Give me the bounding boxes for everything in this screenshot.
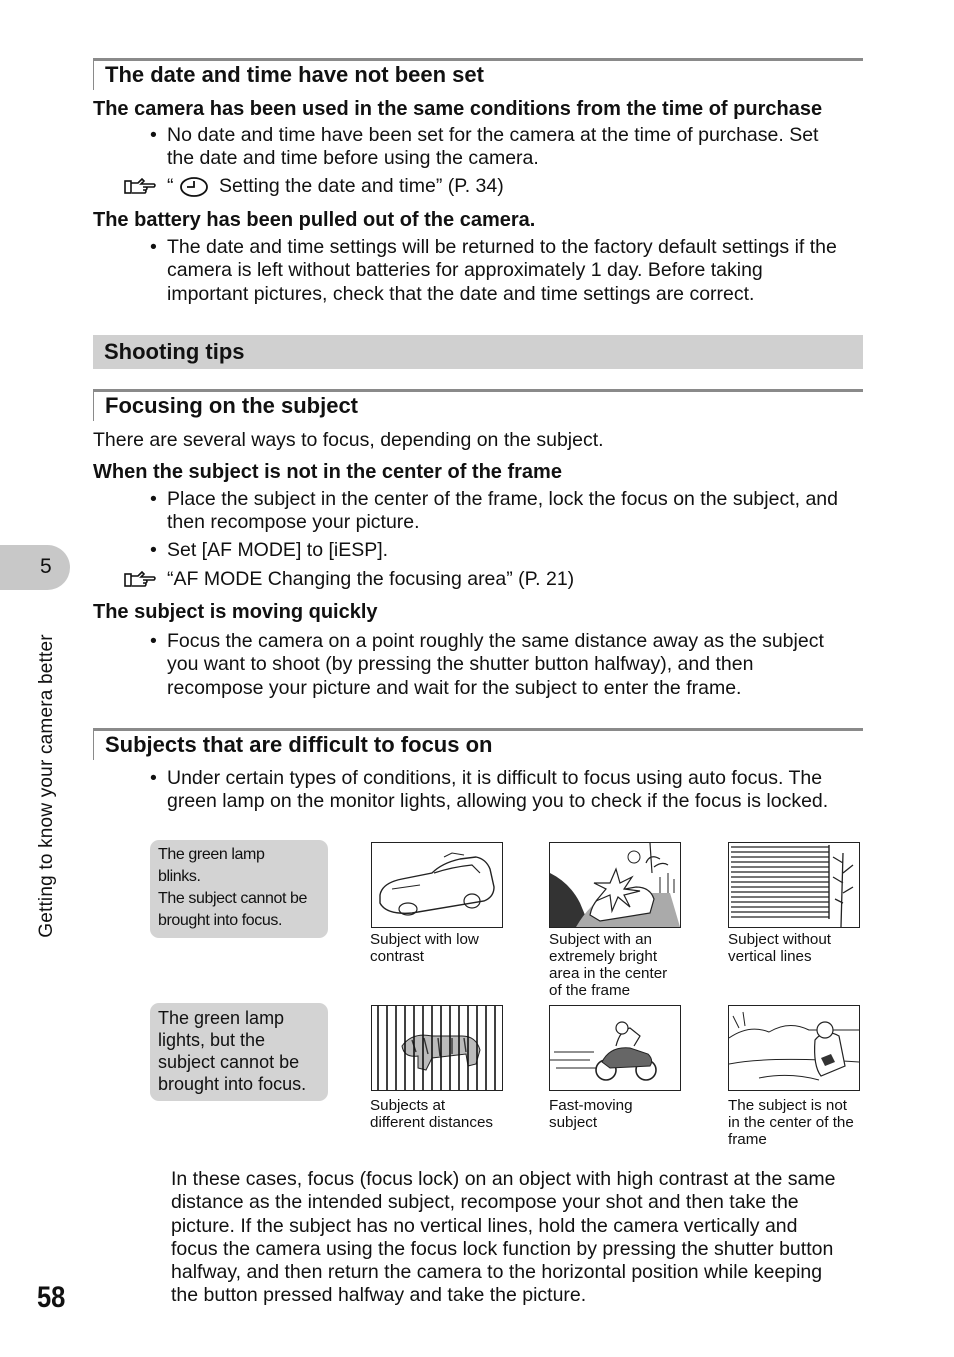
caption-distances: Subjects at different distances	[370, 1097, 493, 1131]
callout-lamp-blinks: The green lamp blinks. The subject cannot be brought into focus.	[150, 840, 328, 938]
horizontal-lines-image	[728, 842, 860, 928]
chapter-tab	[0, 545, 70, 590]
low-contrast-car-image	[371, 842, 503, 928]
intro-text: There are several ways to focus, depending on the subject.	[93, 429, 604, 451]
closing-paragraph: In these cases, focus (focus lock) on an object with high contrast at the same distance as the intended subject, recompose your shot and then take the picture. If the subject has no vertical lines, hold the camera vertically and focus the camera using the focus lock function by pressing the shutter button halfway, and then return the camera to the horizontal position while keeping the button pressed halfway and take the picture.	[171, 1168, 836, 1307]
heading-text: Subjects that are difficult to focus on	[105, 732, 493, 757]
caption-low-contrast: Subject with low contrast	[370, 931, 479, 965]
section-heading-focusing	[93, 389, 863, 421]
heading-text: Focusing on the subject	[105, 393, 359, 418]
pointing-hand-icon	[124, 177, 158, 197]
cause-heading-purchase: The camera has been used in the same conditions from the time of purchase	[93, 98, 823, 120]
pointing-hand-icon	[124, 570, 158, 590]
heading-text: The date and time have not been set	[105, 62, 484, 87]
section-heading-difficult-subjects	[93, 728, 863, 760]
case-heading-off-center: When the subject is not in the center of the frame	[93, 461, 562, 483]
tiger-behind-bars-image	[371, 1005, 503, 1091]
section-band-shooting-tips: Shooting tips	[93, 335, 863, 369]
page-number: 58	[37, 1281, 66, 1314]
motorcycle-image	[549, 1005, 681, 1091]
section-heading-date-time	[93, 58, 863, 90]
chapter-number: 5	[40, 555, 52, 578]
caption-fast-moving: Fast-moving subject	[549, 1097, 633, 1131]
cause-heading-battery: The battery has been pulled out of the camera.	[93, 209, 536, 231]
caption-no-vertical: Subject without vertical lines	[728, 931, 831, 965]
off-center-person-image	[728, 1005, 860, 1091]
callout-lamp-lights: The green lamp lights, but the subject cannot be brought into focus.	[150, 1003, 328, 1101]
case-heading-moving: The subject is moving quickly	[93, 601, 378, 623]
clock-icon	[179, 176, 209, 198]
caption-not-center: The subject is not in the center of the frame	[728, 1097, 854, 1148]
bright-center-image	[549, 842, 681, 928]
chapter-title-vertical: Getting to know your camera better	[36, 634, 57, 938]
caption-bright-center: Subject with an extremely bright area in the center of the frame	[549, 931, 668, 999]
